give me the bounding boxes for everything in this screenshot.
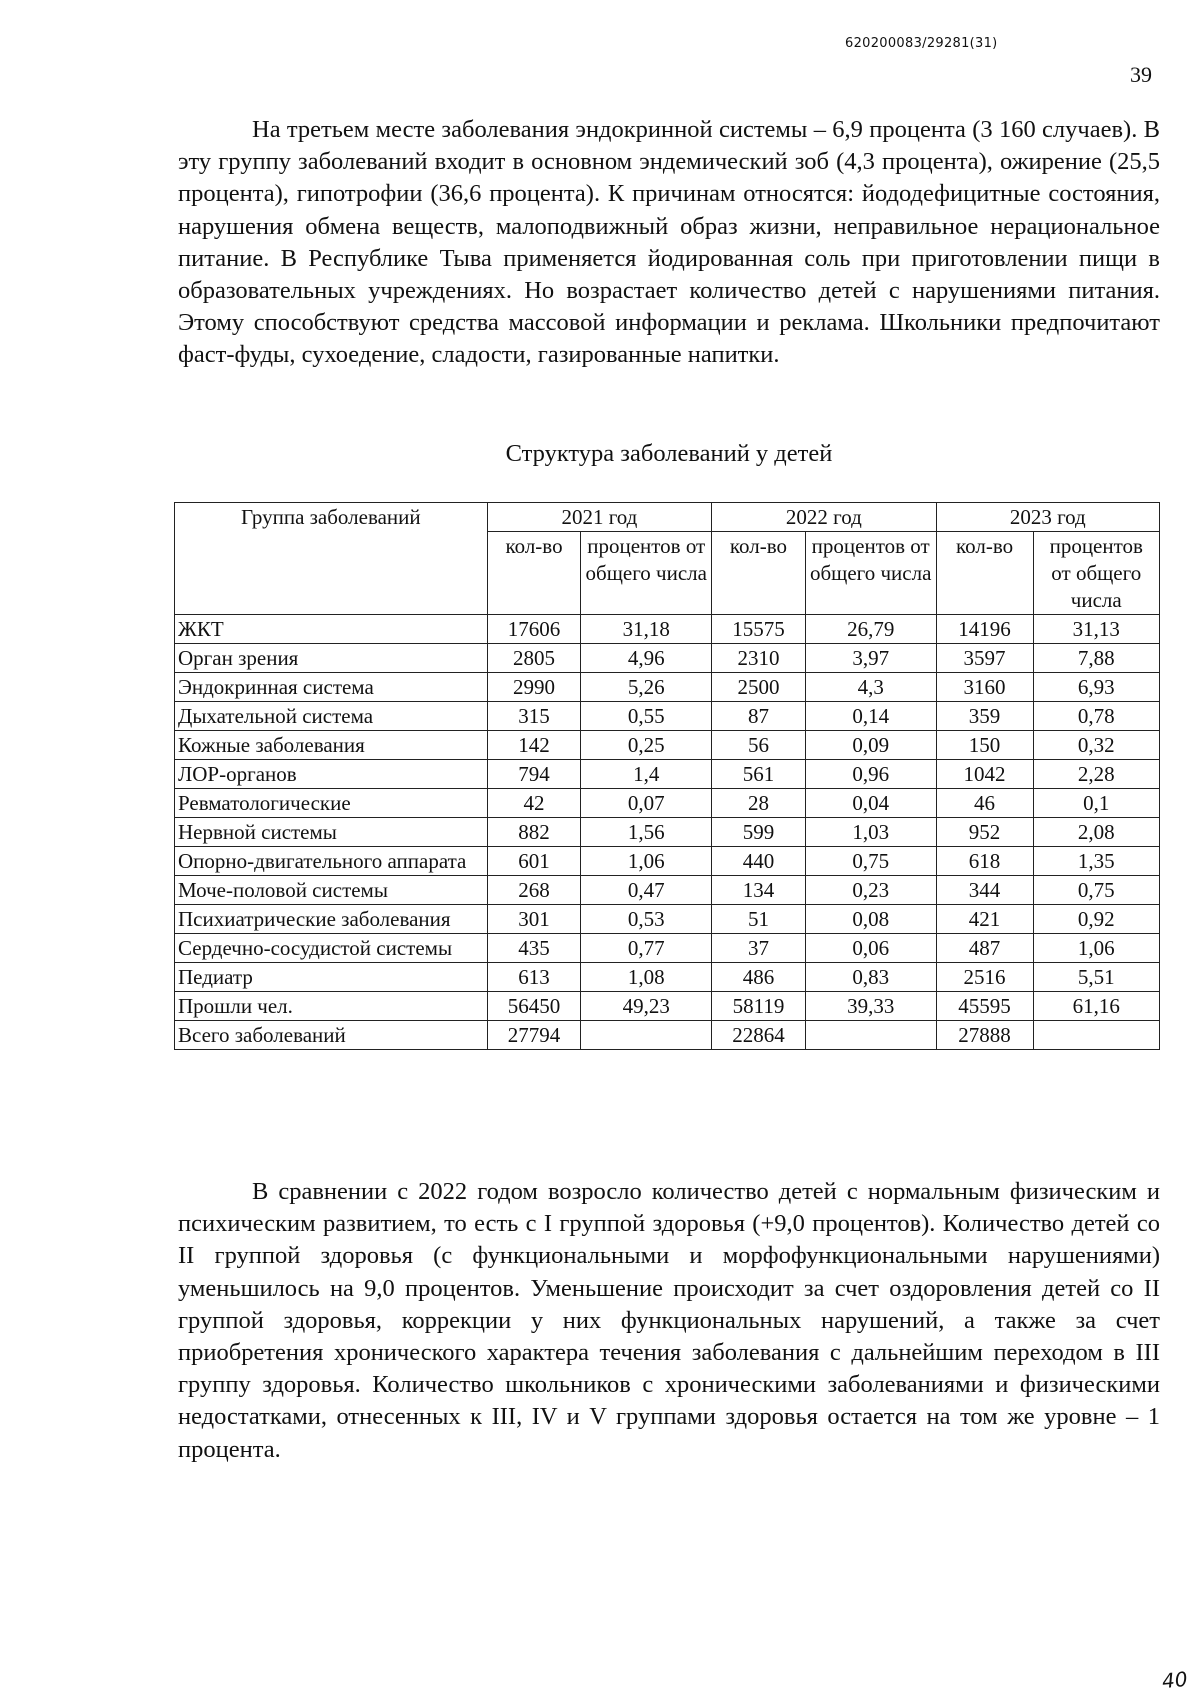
count-cell: 315 <box>487 702 581 731</box>
count-cell: 952 <box>936 818 1033 847</box>
percent-cell: 31,18 <box>581 615 712 644</box>
handwritten-page-mark: 40 <box>1160 1666 1189 1694</box>
percent-cell: 0,96 <box>805 760 936 789</box>
count-cell: 28 <box>712 789 806 818</box>
table-header-row-years <box>175 503 1160 532</box>
percent-cell: 0,92 <box>1033 905 1159 934</box>
count-cell: 17606 <box>487 615 581 644</box>
count-cell: 87 <box>712 702 806 731</box>
percent-cell: 2,28 <box>1033 760 1159 789</box>
group-column-header: Группа заболеваний <box>175 503 488 615</box>
row-label: Сердечно-сосудистой системы <box>175 934 488 963</box>
count-cell: 2990 <box>487 673 581 702</box>
percent-cell: 49,23 <box>581 992 712 1021</box>
table-body <box>175 615 1160 1050</box>
percent-cell: 1,4 <box>581 760 712 789</box>
table-row <box>175 760 1160 789</box>
count-cell: 150 <box>936 731 1033 760</box>
count-cell: 1042 <box>936 760 1033 789</box>
percent-cell: 4,96 <box>581 644 712 673</box>
count-cell: 58119 <box>712 992 806 1021</box>
percent-cell: 0,14 <box>805 702 936 731</box>
disease-structure-table <box>174 502 1160 1050</box>
percent-cell: 3,97 <box>805 644 936 673</box>
count-cell: 421 <box>936 905 1033 934</box>
count-header: кол-во <box>487 532 581 615</box>
count-cell: 45595 <box>936 992 1033 1021</box>
count-cell: 14196 <box>936 615 1033 644</box>
row-label: Нервной системы <box>175 818 488 847</box>
page-number: 39 <box>1130 62 1152 87</box>
percent-cell <box>1033 1021 1159 1050</box>
table-row <box>175 615 1160 644</box>
count-cell: 27888 <box>936 1021 1033 1050</box>
table-title: Структура заболеваний у детей <box>505 440 833 467</box>
year-header-2023: 2023 год <box>936 503 1159 532</box>
year-header-2021: 2021 год <box>487 503 711 532</box>
percent-header: процентов от общего числа <box>1033 532 1159 615</box>
percent-cell: 39,33 <box>805 992 936 1021</box>
percent-cell: 1,08 <box>581 963 712 992</box>
count-cell: 2805 <box>487 644 581 673</box>
count-cell: 2500 <box>712 673 806 702</box>
percent-cell: 0,23 <box>805 876 936 905</box>
table-row <box>175 847 1160 876</box>
count-cell: 134 <box>712 876 806 905</box>
row-label: Кожные заболевания <box>175 731 488 760</box>
count-cell: 601 <box>487 847 581 876</box>
percent-cell: 1,06 <box>1033 934 1159 963</box>
percent-header: процентов от общего числа <box>581 532 712 615</box>
table-row <box>175 702 1160 731</box>
count-header: кол-во <box>936 532 1033 615</box>
percent-cell: 1,56 <box>581 818 712 847</box>
percent-cell <box>805 1021 936 1050</box>
row-label: ЛОР-органов <box>175 760 488 789</box>
percent-cell: 0,83 <box>805 963 936 992</box>
count-cell: 435 <box>487 934 581 963</box>
count-cell: 2310 <box>712 644 806 673</box>
percent-cell: 1,03 <box>805 818 936 847</box>
count-cell: 882 <box>487 818 581 847</box>
percent-cell: 31,13 <box>1033 615 1159 644</box>
count-cell: 613 <box>487 963 581 992</box>
count-cell: 3597 <box>936 644 1033 673</box>
percent-cell: 0,75 <box>805 847 936 876</box>
percent-cell: 1,06 <box>581 847 712 876</box>
table-row <box>175 644 1160 673</box>
table-row <box>175 818 1160 847</box>
table-row <box>175 905 1160 934</box>
count-cell: 3160 <box>936 673 1033 702</box>
table-row <box>175 789 1160 818</box>
count-cell: 561 <box>712 760 806 789</box>
row-label: Всего заболеваний <box>175 1021 488 1050</box>
percent-cell <box>581 1021 712 1050</box>
table-row <box>175 963 1160 992</box>
count-cell: 37 <box>712 934 806 963</box>
paragraph-endocrine: На третьем месте заболевания эндокринной системы – 6,9 процента (3 160 случаев). В эту группу заболеваний входит в основном эндемический зоб (4,3 процента), ожирение (25,5 процента), гипотрофии (36,6 процента). К причинам относятся: йододефицитные состояния, нарушения обмена веществ, малоподвижный образ жизни, неправильное нерациональное питание. В Республике Тыва применяется йодированная соль при приготовлении пищи в образовательных учреждениях. Но возрастает количество детей с нарушениями питания. Этому способствуют средства массовой информации и реклама. Школьники предпочитают фаст-фуды, сухоедение, сладости, газированные напитки. <box>178 116 1160 369</box>
table-row <box>175 934 1160 963</box>
count-cell: 2516 <box>936 963 1033 992</box>
count-cell: 27794 <box>487 1021 581 1050</box>
count-cell: 42 <box>487 789 581 818</box>
row-label: ЖКТ <box>175 615 488 644</box>
percent-cell: 0,75 <box>1033 876 1159 905</box>
percent-cell: 1,35 <box>1033 847 1159 876</box>
paragraph-health-groups: В сравнении с 2022 годом возросло количество детей с нормальным физическим и психическим развитием, то есть с I группой здоровья (+9,0 процентов). Количество детей со II группой здоровья (с функциональными и морфофункциональными нарушениями) уменьшилось на 9,0 процентов. Уменьшение происходит за счет оздоровления детей со II группой здоровья, коррекции у них функциональных нарушений, а также за счет приобретения хронического характера течения заболевания с дальнейшим переходом в III группу здоровья. Количество школьников с хроническими заболеваниями и физическими недостатками, отнесенных к III, IV и V группами здоровья остается на том же уровне – 1 процента. <box>178 1178 1160 1463</box>
percent-cell: 61,16 <box>1033 992 1159 1021</box>
table-row <box>175 1021 1160 1050</box>
count-cell: 22864 <box>712 1021 806 1050</box>
row-label: Психиатрические заболевания <box>175 905 488 934</box>
count-cell: 487 <box>936 934 1033 963</box>
count-cell: 268 <box>487 876 581 905</box>
count-cell: 56 <box>712 731 806 760</box>
count-cell: 301 <box>487 905 581 934</box>
percent-cell: 0,78 <box>1033 702 1159 731</box>
document-id: 620200083/29281(31) <box>845 36 998 51</box>
percent-cell: 26,79 <box>805 615 936 644</box>
count-cell: 359 <box>936 702 1033 731</box>
count-cell: 794 <box>487 760 581 789</box>
count-cell: 51 <box>712 905 806 934</box>
count-cell: 618 <box>936 847 1033 876</box>
percent-cell: 0,1 <box>1033 789 1159 818</box>
percent-cell: 2,08 <box>1033 818 1159 847</box>
count-cell: 599 <box>712 818 806 847</box>
count-cell: 486 <box>712 963 806 992</box>
table-row <box>175 673 1160 702</box>
percent-cell: 7,88 <box>1033 644 1159 673</box>
percent-cell: 0,53 <box>581 905 712 934</box>
percent-cell: 0,06 <box>805 934 936 963</box>
row-label: Орган зрения <box>175 644 488 673</box>
percent-cell: 5,51 <box>1033 963 1159 992</box>
count-cell: 46 <box>936 789 1033 818</box>
count-cell: 142 <box>487 731 581 760</box>
percent-cell: 0,08 <box>805 905 936 934</box>
row-label: Педиатр <box>175 963 488 992</box>
count-cell: 344 <box>936 876 1033 905</box>
percent-header: процентов от общего числа <box>805 532 936 615</box>
row-label: Опорно-двигательного аппарата <box>175 847 488 876</box>
percent-cell: 0,77 <box>581 934 712 963</box>
row-label: Моче-половой системы <box>175 876 488 905</box>
percent-cell: 5,26 <box>581 673 712 702</box>
table-row <box>175 876 1160 905</box>
count-header: кол-во <box>712 532 806 615</box>
count-cell: 56450 <box>487 992 581 1021</box>
percent-cell: 0,07 <box>581 789 712 818</box>
row-label: Прошли чел. <box>175 992 488 1021</box>
table-row <box>175 731 1160 760</box>
count-cell: 15575 <box>712 615 806 644</box>
percent-cell: 0,47 <box>581 876 712 905</box>
percent-cell: 0,32 <box>1033 731 1159 760</box>
row-label: Дыхательной система <box>175 702 488 731</box>
count-cell: 440 <box>712 847 806 876</box>
percent-cell: 0,25 <box>581 731 712 760</box>
percent-cell: 4,3 <box>805 673 936 702</box>
percent-cell: 0,04 <box>805 789 936 818</box>
year-header-2022: 2022 год <box>712 503 936 532</box>
table-row <box>175 992 1160 1021</box>
percent-cell: 6,93 <box>1033 673 1159 702</box>
percent-cell: 0,09 <box>805 731 936 760</box>
percent-cell: 0,55 <box>581 702 712 731</box>
row-label: Эндокринная система <box>175 673 488 702</box>
row-label: Ревматологические <box>175 789 488 818</box>
